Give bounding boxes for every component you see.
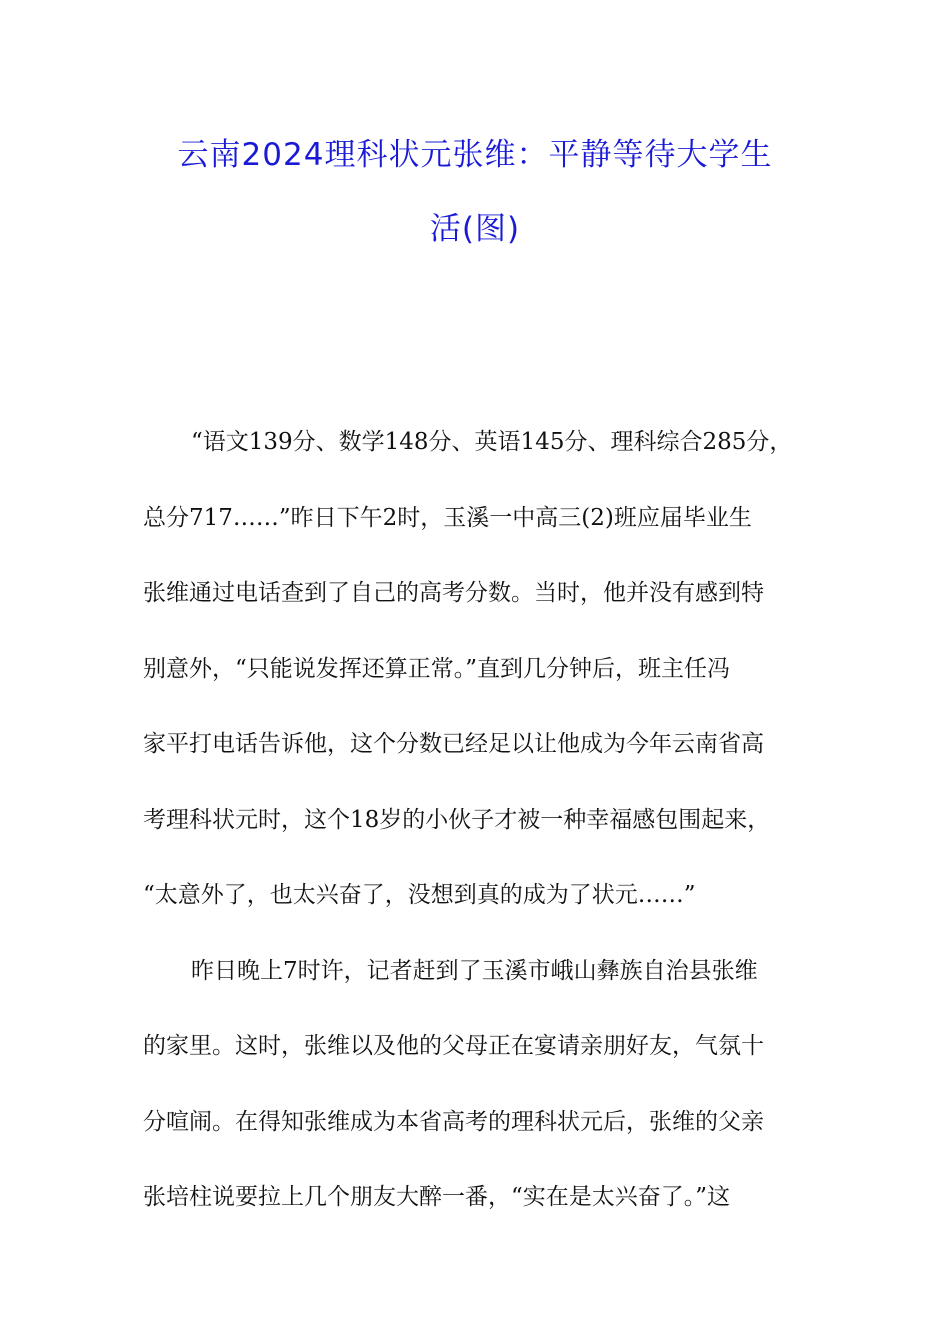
article-body [143, 405, 811, 1236]
paragraph-1-line-3: 张维通过电话查到了自己的高考分数。当时，他并没有感到特 [143, 580, 764, 606]
paragraph-1-line-2: 总分717……”昨日下午2时，玉溪一中高三(2)班应届毕业生 [143, 504, 752, 531]
title-line-2: 活(图) [429, 211, 521, 247]
paragraph-2-line-1: 昨日晚上7时许，记者赶到了玉溪市峨山彝族自治县张维 [191, 957, 758, 984]
paragraph-1-line-7: “太意外了，也太兴奋了，没想到真的成为了状元……” [143, 882, 696, 908]
paragraph-2-line-3: 分喧闹。在得知张维成为本省高考的理科状元后，张维的父亲 [143, 1108, 764, 1135]
paragraph-1-line-4: 别意外，“只能说发挥还算正常。”直到几分钟后，班主任冯 [143, 655, 731, 682]
paragraph-1-line-1: “语文139分、数学148分、英语145分、理科综合285分， [191, 429, 793, 455]
title-line-1: 云南2024理科状元张维：平静等待大学生 [177, 137, 773, 173]
paragraph-2-line-4: 张培柱说要拉上几个朋友大醉一番，“实在是太兴奋了。”这 [143, 1184, 731, 1210]
paragraph-1-line-6: 考理科状元时，这个18岁的小伙子才被一种幸福感包围起来， [143, 806, 771, 833]
article-title [130, 118, 820, 266]
paragraph-2-line-2: 的家里。这时，张维以及他的父母正在宴请亲朋好友，气氛十 [143, 1033, 764, 1059]
paragraph-1-line-5: 家平打电话告诉他，这个分数已经足以让他成为今年云南省高 [143, 731, 764, 757]
